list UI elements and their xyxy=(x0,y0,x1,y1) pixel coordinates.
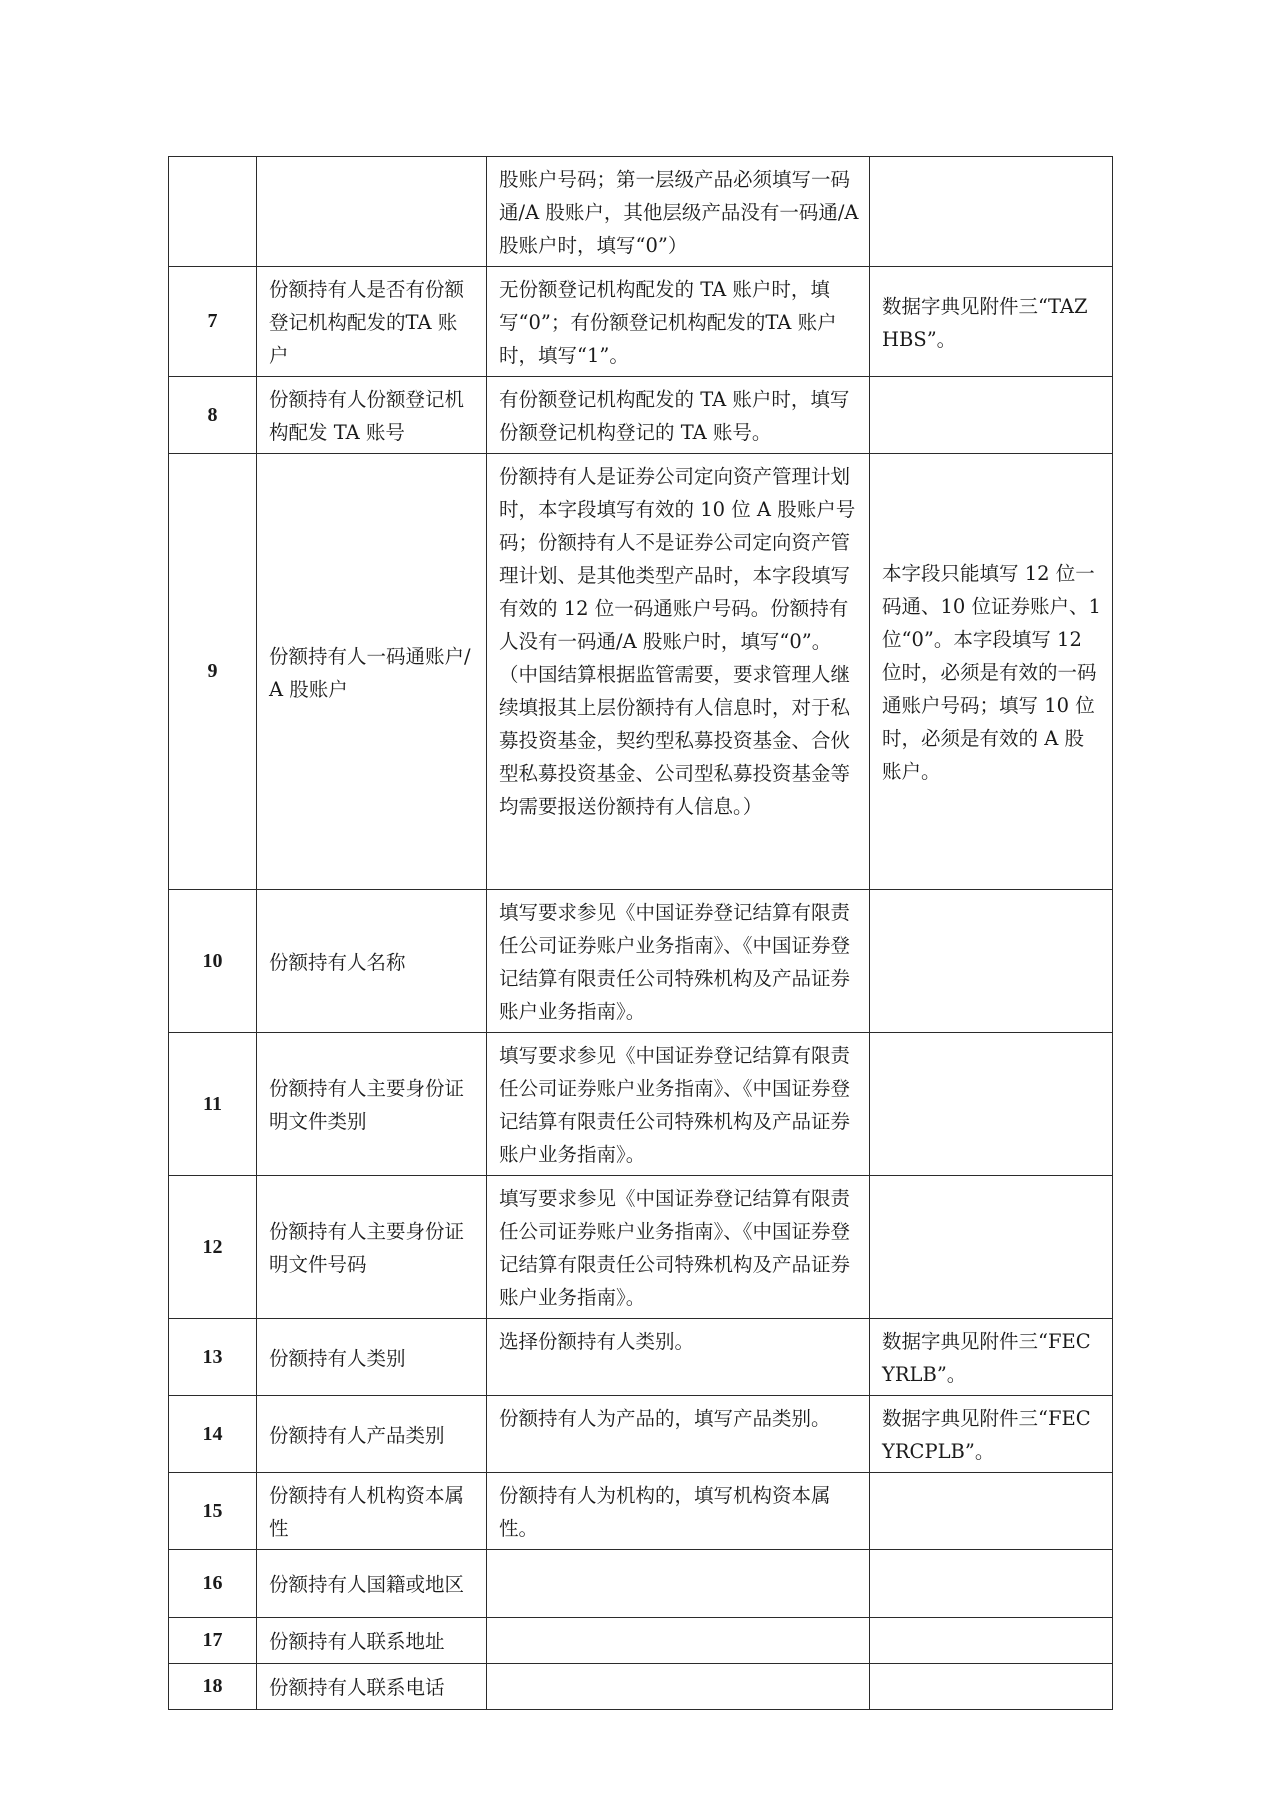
row-number: 14 xyxy=(169,1396,257,1473)
table-row xyxy=(169,377,1113,454)
field-description: 份额持有人是证券公司定向资产管理计划时，本字段填写有效的 10 位 A 股账户号码；份额持有人不是证券公司定向资产管理计划、是其他类型产品时，本字段填写有效的 12 位一码通账户号码。份额持有人没有一码通/A 股账户时，填写“0”。（中国结算根据监管需要，要求管理人继续填报其上层份额持有人信息时，对于私募投资基金，契约型私募投资基金、合伙型私募投资基金、公司型私募投资基金等均需要报送份额持有人信息。） xyxy=(487,454,870,890)
field-note xyxy=(870,157,1113,267)
field-name: 份额持有人产品类别 xyxy=(257,1396,487,1473)
table-row xyxy=(169,454,1113,890)
field-name: 份额持有人国籍或地区 xyxy=(257,1550,487,1618)
field-name: 份额持有人一码通账户/A 股账户 xyxy=(257,454,487,890)
field-note xyxy=(870,377,1113,454)
row-number: 11 xyxy=(169,1033,257,1176)
table-row xyxy=(169,1473,1113,1550)
field-name: 份额持有人联系电话 xyxy=(257,1664,487,1710)
field-description: 份额持有人为产品的，填写产品类别。 xyxy=(487,1396,870,1473)
table-row xyxy=(169,1550,1113,1618)
row-number: 7 xyxy=(169,267,257,377)
field-note xyxy=(870,890,1113,1033)
field-note: 数据字典见附件三“TAZHBS”。 xyxy=(870,267,1113,377)
field-note xyxy=(870,1033,1113,1176)
table-row xyxy=(169,890,1113,1033)
table-row xyxy=(169,157,1113,267)
row-number: 10 xyxy=(169,890,257,1033)
field-name: 份额持有人机构资本属性 xyxy=(257,1473,487,1550)
table-row xyxy=(169,267,1113,377)
field-description xyxy=(487,1550,870,1618)
table-row xyxy=(169,1033,1113,1176)
field-description: 填写要求参见《中国证券登记结算有限责任公司证券账户业务指南》、《中国证券登记结算有限责任公司特殊机构及产品证券账户业务指南》。 xyxy=(487,890,870,1033)
row-number: 18 xyxy=(169,1664,257,1710)
field-description: 股账户号码；第一层级产品必须填写一码通/A 股账户，其他层级产品没有一码通/A 股账户时，填写“0”） xyxy=(487,157,870,267)
row-number xyxy=(169,157,257,267)
field-name: 份额持有人主要身份证明文件类别 xyxy=(257,1033,487,1176)
field-name xyxy=(257,157,487,267)
field-description: 份额持有人为机构的，填写机构资本属性。 xyxy=(487,1473,870,1550)
row-number: 15 xyxy=(169,1473,257,1550)
field-note: 数据字典见附件三“FECYRCPLB”。 xyxy=(870,1396,1113,1473)
field-name: 份额持有人是否有份额登记机构配发的TA 账户 xyxy=(257,267,487,377)
row-number: 13 xyxy=(169,1319,257,1396)
field-description xyxy=(487,1664,870,1710)
table-row xyxy=(169,1319,1113,1396)
field-note xyxy=(870,1664,1113,1710)
field-note xyxy=(870,1618,1113,1664)
table-row xyxy=(169,1618,1113,1664)
field-name: 份额持有人份额登记机构配发 TA 账号 xyxy=(257,377,487,454)
field-name: 份额持有人主要身份证明文件号码 xyxy=(257,1176,487,1319)
table-row xyxy=(169,1176,1113,1319)
row-number: 12 xyxy=(169,1176,257,1319)
field-description xyxy=(487,1618,870,1664)
table-row xyxy=(169,1396,1113,1473)
field-description: 选择份额持有人类别。 xyxy=(487,1319,870,1396)
field-name: 份额持有人名称 xyxy=(257,890,487,1033)
field-description: 填写要求参见《中国证券登记结算有限责任公司证券账户业务指南》、《中国证券登记结算有限责任公司特殊机构及产品证券账户业务指南》。 xyxy=(487,1033,870,1176)
row-number: 16 xyxy=(169,1550,257,1618)
row-number: 9 xyxy=(169,454,257,890)
field-spec-table xyxy=(168,156,1113,1710)
field-note: 本字段只能填写 12 位一码通、10 位证券账户、1 位“0”。本字段填写 12 位时，必须是有效的一码通账户号码；填写 10 位时，必须是有效的 A 股账户。 xyxy=(870,454,1113,890)
field-description: 填写要求参见《中国证券登记结算有限责任公司证券账户业务指南》、《中国证券登记结算有限责任公司特殊机构及产品证券账户业务指南》。 xyxy=(487,1176,870,1319)
field-note xyxy=(870,1473,1113,1550)
field-name: 份额持有人类别 xyxy=(257,1319,487,1396)
field-note: 数据字典见附件三“FECYRLB”。 xyxy=(870,1319,1113,1396)
field-note xyxy=(870,1550,1113,1618)
field-name: 份额持有人联系地址 xyxy=(257,1618,487,1664)
row-number: 8 xyxy=(169,377,257,454)
field-description: 有份额登记机构配发的 TA 账户时，填写份额登记机构登记的 TA 账号。 xyxy=(487,377,870,454)
field-note xyxy=(870,1176,1113,1319)
field-description: 无份额登记机构配发的 TA 账户时，填写“0”；有份额登记机构配发的TA 账户时，填写“1”。 xyxy=(487,267,870,377)
table-row xyxy=(169,1664,1113,1710)
row-number: 17 xyxy=(169,1618,257,1664)
